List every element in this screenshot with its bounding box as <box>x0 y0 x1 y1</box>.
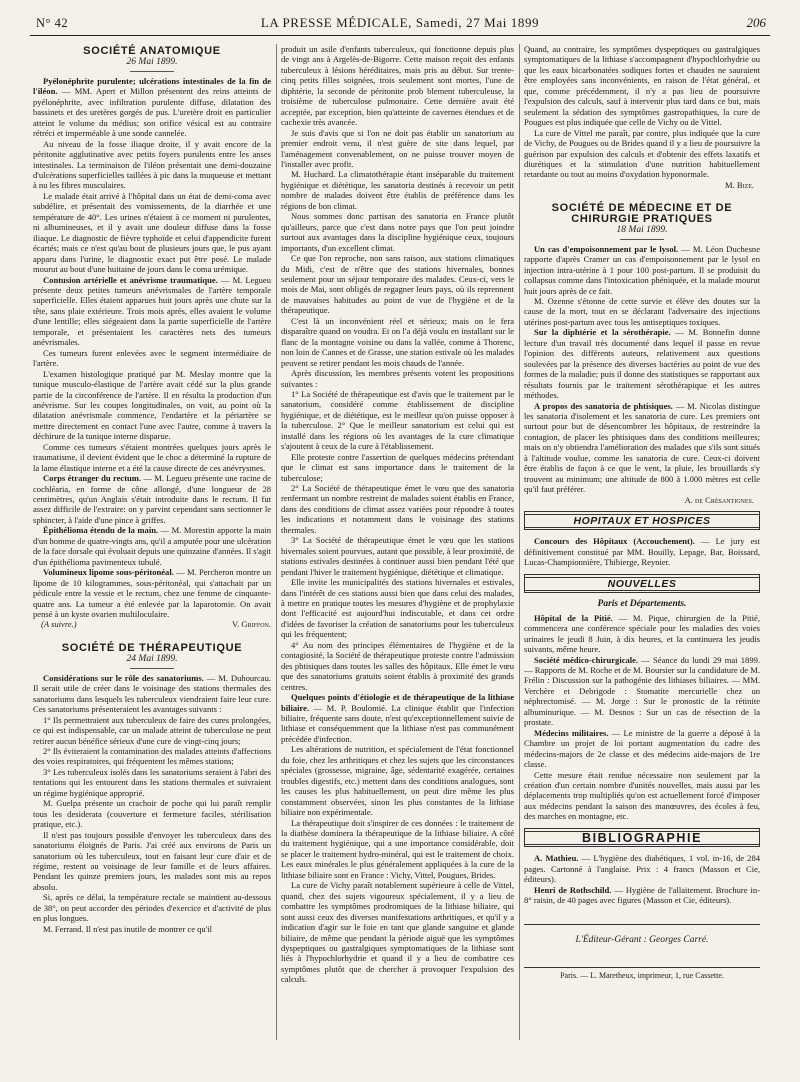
masthead-title: LA PRESSE MÉDICALE, Samedi, 27 Mai 1899 <box>260 15 540 30</box>
article-paragraph: Volumineux lipome sous-péritonéal. — M. Percheron montre un lipome de 10 kilogrammes, sous-péritonéal, qui s'attachait par un pédicule entre la vessie et le rectum, chez une femme de cinquante-quatre ans. La tumeur a été enlevée par la laparotomie. On avait pensé à un kyste ovarien multiloculaire. <box>33 567 271 620</box>
section-title: SOCIÉTÉ DE MÉDECINE ET DE CHIRURGIE PRATIQUES <box>551 202 733 225</box>
article-paragraph: Je suis d'avis que si l'on ne doit pas établir un sanatorium au premier endroit venu, il n'est guère de site dans lequel, par l'aménagement convenablement, on ne puisse trouver moyen de l'installer avec profit. <box>281 127 514 169</box>
article-heading: Épithélioma étendu de la main. <box>43 525 159 536</box>
article-paragraph: La cure de Vichy paraît notablement supérieure à celle de Vittel, quand, chez des sujets vigoureux spécialement, il y a lieu de combattre les symptômes prodromiques de la lithiase biliaire, qui sont aussi ceux des diverses manifestations arthritiques, et qu'il y a indication d'agir sur le foie en tant que glande sanguine et glande biliaire, de même que pendant la période aiguë que les symptômes dyspeptiques ou gastralgiques symptomatiques de la lithiase sont liés à l'hypochlorhydrie et quand il y a lieu de combattre ces symptômes plutôt que de chercher à provoquer l'expulsion des calculs. <box>281 880 514 985</box>
article-paragraph: Considérations sur le rôle des sanatoriums. — M. Duhourcau. Il serait utile de créer dans le voisinage des stations thermales des sanatoriums dans lesquels les tuberculeux viendraient faire leur cure. Ces sanatoriums présenteraient les avantages suivants : <box>33 672 271 715</box>
article-heading: Sur la diphtérie et la sérothérapie. <box>534 327 671 338</box>
divider <box>130 71 174 72</box>
article-paragraph: Les altérations de nutrition, et spécialement de l'état fonctionnel du foie, chez les arthritiques et chez les sujets que les circonstances spéciales (grossesse, migraine, âge, sédentarité exagérée, certaines troubles digestifs, etc.) mettent dans des conditions analogues, sont les causes les plus habituellement, on peut dire même les plus constamment observées, sinon les plus constantes de la lithiase biliaire non expérimentale. <box>281 744 514 818</box>
article-paragraph: Ce que l'on reproche, non sans raison, aux stations climatiques du Midi, c'est de n'être que des stations hivernales, bonnes seulement pour un séjour temporaire des malades. Ceux-ci, vers le mois de Mai, sont obligés de regagner leurs pays, où ils reprennent de mauvaises habitudes au point de vue de l'hygiène et de la thérapeutique. <box>281 253 514 316</box>
article-paragraph: Nous sommes donc partisan des sanatoria en France plutôt qu'ailleurs, parce que c'est dans notre pays que l'on peut joindre surtout aux avantages dans la discipline hygiénique ceux, toujours importants, d'un excellent climat. <box>281 211 514 253</box>
article-heading: Médecins militaires. <box>534 727 609 738</box>
column-divider <box>519 44 520 1040</box>
article-paragraph: 2° Ils éviteraient la contamination des malades atteints d'affections des voies respiratoires, qui fréquentent les mêmes stations; <box>33 746 271 767</box>
article-paragraph: A propos des sanatoria de phtisiques. — M. Nicolas distingue les sanatoria d'isolement et les sanatoria de cure. Les premiers ont surtout pour but de désencombrer les hôpitaux, de restreindre la contagion, de placer les phtisiques dans des conditions meilleures; mais on n'y obtiendra l'amélioration des malades que s'ils sont situés à l'altitude voulue, comme les sanatoria de cure. Ceux-ci doivent être établis de façon à ce que le vent, la pluie, les brouillards s'y trouvent au minimum; une altitude de 800 à 1.000 mètres est celle qu'il faut préférer. <box>524 400 760 495</box>
section-date: 24 Mai 1899. <box>126 654 178 665</box>
article-paragraph: Après discussion, les membres présents votent les propositions suivantes : <box>281 368 514 389</box>
article-paragraph: La cure de Vittel me paraît, par contre, plus indiquée que la cure de Vichy, de Pougues ou de Brides quand il y a lieu de poursuivre la guérison par expulsion des calculs et d'obtenir des effets laxatifs et diurétiques et la stimulation d'une nutrition habituellement retardante ou tout au moins d'oxydation hyponormale. <box>524 127 760 180</box>
section-title: SOCIÉTÉ DE THÉRAPEUTIQUE <box>61 641 243 654</box>
article-heading: Pyélonéphrite purulente; ulcérations intestinales de la fin de l'iléon. <box>33 75 271 97</box>
article-paragraph: Le malade était arrivé à l'hôpital dans un état de demi-coma avec subdélire, et présentait des vomissements, de la diarrhée et une température de 40°. Les urines n'étaient à ce moment ni purulentes, ni albumineuses, et il y avait une douleur diffuse dans la fosse iliaque. Le diagnostic de fièvre typhoïde et celui d'appendicite furent écartés; mais ce n'est qu'au bout de plusieurs jours que, le pus ayant apparu dans l'urine, le diagnostic exact put être posé. Le malade mourut au bout d'une huitaine de jours dans le coma urémique. <box>33 190 271 275</box>
article-heading: Quelques points d'étiologie et de thérapeutique de la lithiase biliaire. <box>281 692 514 713</box>
divider <box>130 668 174 669</box>
article-paragraph: Concours des Hôpitaux (Accouchement). — Le jury est définitivement constitué par MM. Bouilly, Lepage, Bar, Boissard, Lucas-Championnière, Thibierge, Reynier. <box>524 536 760 568</box>
article-paragraph: Médecins militaires. — Le ministre de la guerre a déposé à la Chambre un projet de loi portant augmentation du cadre des médecins-majors de 2e classe et des médecins aide-majors de 1re classe. <box>524 727 760 770</box>
article-paragraph: 1° La Société de thérapeutique est d'avis que le traitement par le sanatorium, considéré comme établissement de discipline hygiénique, et de diététique, est le meilleur qu'on puisse opposer à la tuberculose. 2° Que le meilleur sanatorium est celui qui est installé dans les régions où les avantages de la cure climatique s'ajoutent à ceux de la cure à l'établissement. <box>281 388 514 452</box>
article-paragraph: Quand, au contraire, les symptômes dyspeptiques ou gastralgiques symptomatiques de la lithiase s'accompagnent d'hypochlorhydrie ou que les eaux bicarbonatées sodiques fortes et chaudes ne sauraient être employées sans inconvénients, en raison de l'état général, et que, comme précédemment, il n'y a pas lieu de poursuivre l'expulsion des calculs, sauf à intervenir plus tard dans ce but, mais seulement la sédation des symptômes gastropathiques, la cure de Pougues est plus indiquée que celle de Vichy ou de Vittel. <box>524 44 760 128</box>
section-date: 26 Mai 1899. <box>126 57 178 68</box>
article-paragraph: Sur la diphtérie et la sérothérapie. — M. Bonnefin donne lecture d'un travail très documenté dans lequel il passe en revue l'opinion des différents auteurs, relativement aux questions soulevées par la présence des diverses bactéries au point de vue des formes de la maladie; puis il donne des statistiques se rapportant aux résultats fournis par le traitement sérothérapique et les autres méthodes. <box>524 327 760 401</box>
column-divider <box>276 44 277 1040</box>
article-paragraph: Épithélioma étendu de la main. — M. Morestin apporte la main d'un homme de quatre-vingts ans, qu'il a amputée pour une ulcération de la face dorsale qui évoluait depuis une quinzaine d'années. Il s'agit d'un épithélioma pavimenteux tubulé. <box>33 525 271 567</box>
article-heading: Un cas d'empoisonnement par le lysol. <box>534 243 679 254</box>
article-paragraph: L'examen histologique pratiqué par M. Meslay montre que la tunique musculo-élastique de l'artère avait cédé sur la plus grande partie de la circonférence de l'artère. Il en résulta la production d'un anévrisme. Sur les coupes longitudinales, on voit, au point où la dilatation anévrismale commence, l'endartère et la périartère se mettre directement en contact l'une avec l'autre, comme à travers la déchirure de la tunique interne disparue. <box>33 368 271 442</box>
article-paragraph: 1° Ils permettraient aux tuberculeux de faire des cures prolongées, ce qui est indispensable, car un malade atteint de tuberculose ne peut retirer aucun bénéfice sérieux d'une cure de vingt-cinq jours; <box>33 714 271 746</box>
article-paragraph: Ces tumeurs furent enlevées avec le segment intermédiaire de l'artère. <box>33 347 271 369</box>
article-paragraph: 3° Les tuberculeux isolés dans les sanatoriums seraient à l'abri des tentations qui les entourent dans les stations thermales et suivraient un régime hygiénique approprié. <box>33 766 271 798</box>
divider <box>620 239 664 240</box>
article-heading: Considérations sur le rôle des sanatoriums. <box>43 672 204 683</box>
article-paragraph: Il n'est pas toujours possible d'envoyer les tuberculeux dans des sanatoriums éloignés de Paris. J'ai créé aux environs de Paris un sanatorium où les tuberculeux, tout en faisant leur cure d'air et de régime, restent au voisinage de leur famille et de leurs affaires. Pendant les quinze premiers jours, les malades sont mis au repos absolu. <box>33 829 271 892</box>
article-paragraph: Cette mesure était rendue nécessaire non seulement par la création d'un certain nombre d'unités nouvelles, mais aussi par les déplacements trop multipliés qu'on est actuellement forcé d'imposer aux médecins pendant la saison des manœuvres, des écoles à feu, des marches en montagne, etc. <box>524 769 760 822</box>
article-paragraph: Un cas d'empoisonnement par le lysol. — M. Léon Duchesne rapporte d'après Cramer un cas d'empoisonnement par le lysol en injection intra-utérine à 1 pour 100 post-partum. Il se produisit du collapsus comme dans l'intoxication phéniquée, et la malade mourut huit jours après de ce fait. <box>524 243 760 296</box>
article-heading: Hôpital de la Pitié. <box>534 612 613 623</box>
article-paragraph: Comme ces tumeurs s'étaient montrées quelques jours après le traumatisme, il devient évident que le choc a déterminé la rupture de la lame élastique interne et a été la cause directe de ces anévrysmes. <box>33 441 271 473</box>
article-heading: Corps étranger du rectum. <box>43 473 142 484</box>
article-paragraph: C'est là un inconvénient réel et sérieux; mais on le fera disparaître quand on voudra. Et on l'a déjà voulu en installant sur le flanc de la montagne voisine ou dans la vallée, comme à Thorenc, non loin de Cannes et de Grasse, une station estivale où les malades peuvent se retirer pendant les mois chauds de l'année. <box>281 315 514 368</box>
running-header <box>30 14 770 36</box>
signature-row <box>33 619 271 629</box>
article-paragraph: 4° Au nom des principes élémentaires de l'hygiène et de la contagiosité, la Société de thérapeutique proteste contre l'admission des phtisiques dans toutes les salles des hôpitaux. Elle émet le vœu que des sanatoriums gratuits soient établis à proximité des grands centres. <box>281 639 514 692</box>
bibliography-entry: A. Mathieu. — L'hygiène des diabétiques, 1 vol. in-16, de 284 pages. Cartonné à l'anglaise. Prix : 4 francs (Masson et Cie, éditeurs). <box>524 853 760 885</box>
article-heading: Volumineux lipome sous-péritonéal. <box>43 567 174 578</box>
article-heading: Société médico-chirurgicale. <box>534 654 639 665</box>
section-banner: BIBLIOGRAPHIE <box>524 828 760 847</box>
article-heading: A propos des sanatoria de phtisiques. <box>534 400 673 411</box>
article-paragraph: La thérapeutique doit s'inspirer de ces données : le traitement de la diathèse dominera la thérapeutique de la lithiase biliaire. A côté du traitement hygiénique, qui a une importance considérable, doit se placer le traitement hydro-minéral, qui est le traitement de choix. Les eaux minérales le plus généralement appliquées à la cure de la lithiase biliaire sont en France : Vichy, Vittel, Pougues, Brides. <box>281 817 514 880</box>
article-paragraph: Hôpital de la Pitié. — M. Pique, chirurgien de la Pitié, commencera une conférence spéciale pour les maladies des voies urinaires le jeudi 8 Juin, à dix heures, et la continuera les jeudis suivants, même heure. <box>524 612 760 655</box>
page-number: 206 <box>746 15 766 30</box>
column-2 <box>281 44 514 1044</box>
continued-note: (A suivre.) <box>41 619 77 630</box>
section-banner: HOPITAUX ET HOSPICES <box>524 511 760 530</box>
editor-line: L'Éditeur-Gérant : Georges Carré. <box>524 924 760 945</box>
article-paragraph: Pyélonéphrite purulente; ulcérations intestinales de la fin de l'iléon. — MM. Apert et Millon présentent des reins atteints de pyélonéphrite, avec infiltration purulente diffuse, dilatation des bassinets et des uretères gorgés de pus. L'uretère droit en particulier atteint le volume du médius; son orifice vésical est au contraire rétréci et imperméable à une sonde cannelée. <box>33 75 271 139</box>
article-heading: Contusion artérielle et anévrisme traumatique. <box>43 274 218 285</box>
article-paragraph: M. Huchard. La climatothérapie étant inséparable du traitement hygiénique et diététique, les sanatoria destinés à recevoir un petit nombre de malades doivent être établis de préférence dans les régions de bon climat. <box>281 169 514 211</box>
article-paragraph: Elle proteste contre l'assertion de quelques médecins prétendant que le climat est sans importance dans le traitement de la tuberculose; <box>281 451 514 483</box>
article-paragraph: Au niveau de la fosse iliaque droite, il y avait encore de la péritonite agglutinative avec petits foyers purulents entre les anses intestinales. La terminaison de l'iléon présentait une demi-douzaine d'ulcérations superficielles taillées à pic dans la muqueuse et mettant à nu les fibres musculaires. <box>33 138 271 191</box>
article-paragraph: Si, après ce délai, la température rectale se maintient au-dessous de 38°, on peut accorder des périodes d'exercice et d'activité de plus en plus longues. <box>33 892 271 924</box>
article-heading: Concours des Hôpitaux (Accouchement). <box>534 536 695 547</box>
section-title: SOCIÉTÉ ANATOMIQUE <box>83 45 221 57</box>
article-paragraph: 3° La Société de thérapeutique émet le vœu que les stations hivernales soient pourvues, autant que possible, à leur proximité, de stations estivales destinées à continuer aussi bien pendant l'été que pendant l'hiver le traitement hygiénique, diététique et climatique. <box>281 535 514 577</box>
author-signature: A. de Crésantignes. <box>684 494 754 505</box>
author-signature: V. Griffon. <box>232 619 271 630</box>
column-1 <box>33 44 271 1044</box>
article-paragraph: Quelques points d'étiologie et de thérapeutique de la lithiase biliaire. — M. P. Boulomié. La clinique établit que l'infection biliaire, fréquente sans doute, n'est qu'exceptionnellement suivie de lithiase et conséquemment que la lithiase n'est pas communément précédée d'infection. <box>281 692 514 744</box>
article-paragraph: Elle invite les municipalités des stations hivernales et estivales, dans l'intérêt de ces stations aussi bien que dans celui des malades, à mettre en pratique toutes les mesures d'hygiène et de prophylaxie dont l'efficacité est aujourd'hui indiscutable, et dans cet ordre d'idées de favoriser la création de sanatoriums pour les tuberculeux qui les fréquentent; <box>281 577 514 640</box>
subheading: Paris et Départements. <box>597 599 687 610</box>
article-paragraph: Contusion artérielle et anévrisme traumatique. — M. Legueu présente deux petites tumeurs anévrismales de l'artère temporale superficielle. Elles étaient apparues huit jours après une chute sur la tête, sans plaie extérieure. Trois mois après, elles avaient le volume d'une lentille; elles siégeaient dans la partie superficielle de l'artère temporale, et présentaient les caractères nets des tumeurs anévrismales. <box>33 274 271 348</box>
article-paragraph: 2° La Société de thérapeutique émet le vœu que des sanatoria renfermant un nombre restreint de malades soient établis en France, dans des conditions de climat assez variées pour répondre à toutes les indications et notamment dans le voisinage des stations thermales. <box>281 483 514 535</box>
section-date: 18 Mai 1899. <box>616 225 668 236</box>
author-signature: M. Bize. <box>724 179 754 190</box>
article-paragraph: Corps étranger du rectum. — M. Legueu présente une racine de cochléaria, en forme de cône allongé, d'une longueur de 28 centimètres, qu'un Anglais s'était introduite dans le rectum. Il fut assez difficile de l'extraire: on y parvint cependant sans sectionner le sphincter, à l'aide d'une pince à griffes. <box>33 473 271 525</box>
article-paragraph: M. Guelpa présente un crachoir de poche qui lui paraît remplir tous les desiderata (couverture et fermeture faciles, stérilisation pratique, etc.). <box>33 798 271 830</box>
printer-line: Paris. — L. Maretheux, imprimeur, 1, rue Cassette. <box>524 967 760 981</box>
article-paragraph: produit un asile d'enfants tuberculeux, qui fonctionne depuis plus de vingt ans à Argelès-de-Bigorre. Cette maison reçoit des enfants tuberculeux à lésions héréditaires, mais pris au début. Sur trente-cinq petits filles soignées, trois seulement sont mortes, l'une de diphtérie, la seconde de péritonite prob blement tuberculeuse, la troisième de tuberculose pulmonaire. Cette dernière avait été acceptée, par exception, bien qu'atteinte de cavernes étendues et de cachexie très avancée. <box>281 44 514 128</box>
bibliography-entry: Henri de Rothschild. — Hygiène de l'allaitement. Brochure in-8° raisin, de 40 pages avec figures (Masson et Cie, éditeurs). <box>524 884 760 906</box>
issue-number: N° 42 <box>36 16 69 30</box>
article-paragraph: Société médico-chirurgicale. — Séance du lundi 29 mai 1899. — Rapports de M. Roche et de M. Boursier sur la candidature de M. Frélin : Discussion sur la pathogénie des lithiases biliaires. — MM. Verchère et Debrigode : Stomatite mercurielle chez un néphrectomisé. — M. Jorge : Sur le pronostic de la rétinite albuminurique. — M. Desnos : Sur un cas de résection de la prostate. <box>524 654 760 728</box>
section-banner: NOUVELLES <box>524 574 760 593</box>
column-3 <box>524 44 760 1044</box>
article-paragraph: M. Ozenne s'étonne de cette survie et élève des doutes sur la cause de la mort, tout en se déclarant l'adversaire des injections utérines post-partum avec tous les antiseptiques toxiques. <box>524 295 760 327</box>
article-paragraph: M. Ferrand. Il n'est pas inutile de montrer ce qu'il <box>43 923 212 934</box>
